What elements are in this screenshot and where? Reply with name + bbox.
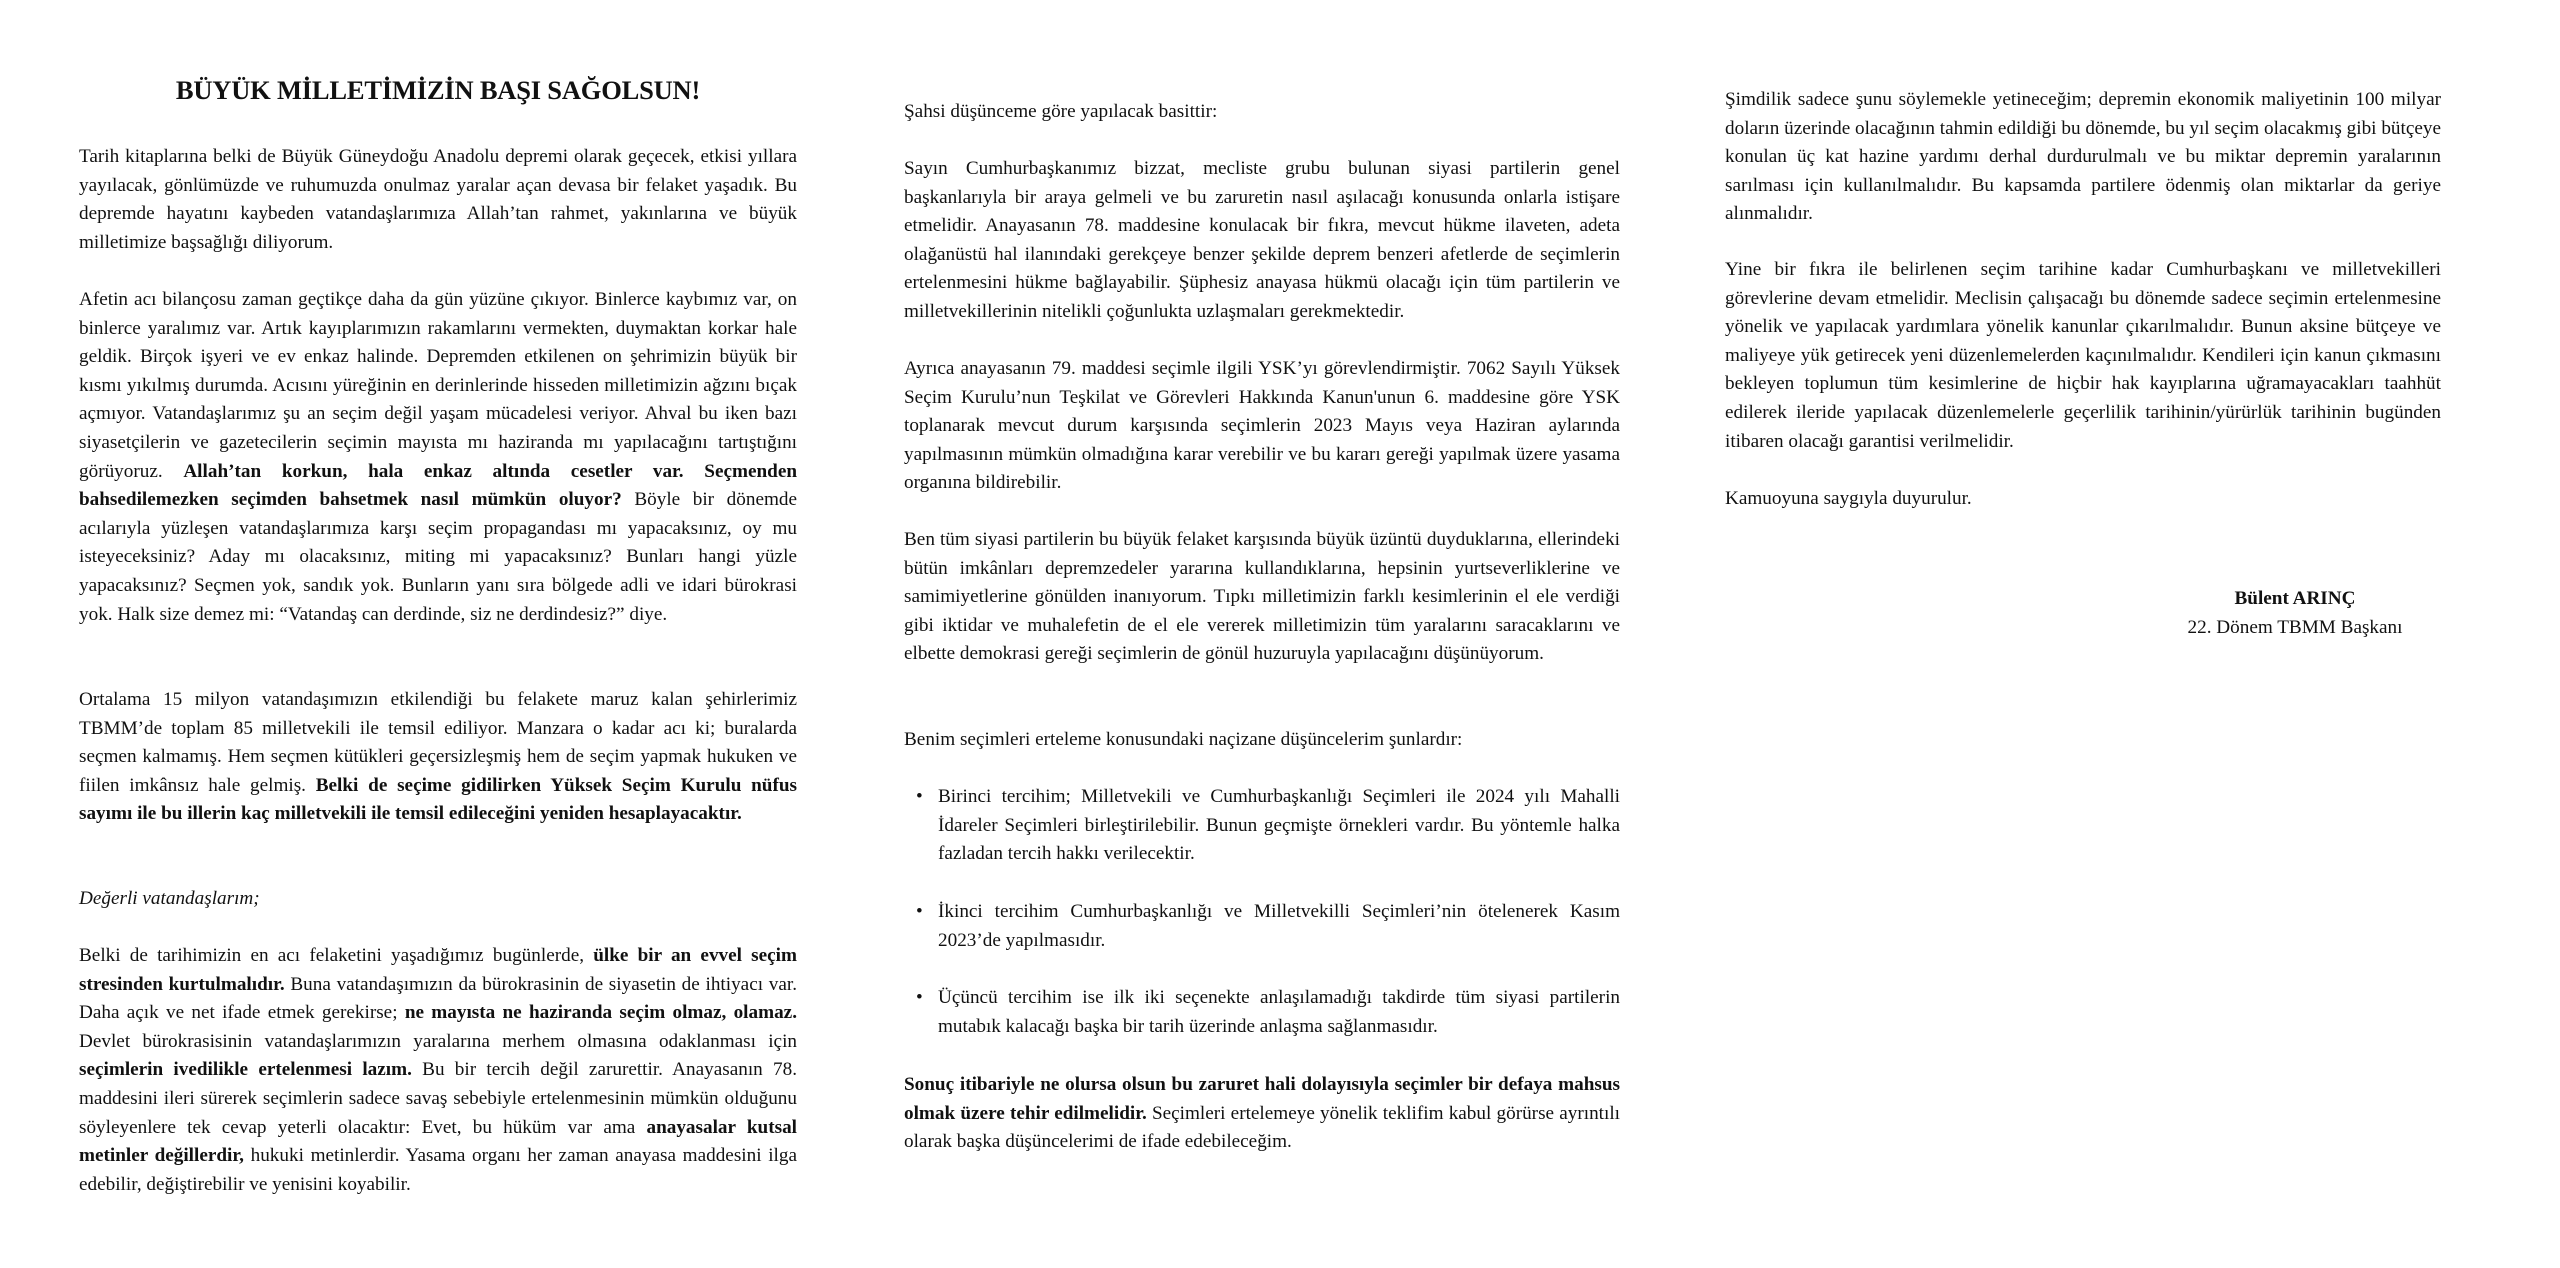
bold-text-run: seçimlerin ivedilikle ertelenmesi lazım.: [79, 1059, 412, 1081]
list-item: [904, 984, 1620, 1041]
text-run: Ortalama 15 milyon vatandaşımızın etkilendiği bu felakete maruz kalan şehirlerimiz TBMM’de toplam 85 milletvekili ile temsil ediliyor. Manzara o kadar acı ki; buralarda seçmen kalmamış. Hem seçmen kütükleri geçersizleşmiş hem de seçim yapmak hukuken ve fiilen imkânsız hale gelmiş.: [79, 689, 797, 796]
text-run: Bu bir tercih değil zarurettir. Anayasanın 78. maddesini ileri sürerek seçimlerin sadece savaş sebebiyle ertelenmesinin mümkün olduğunu söyleyenlere tek cevap yeterli olacaktır: Evet, bu hüküm var ama: [79, 1059, 797, 1138]
bold-text-run: anayasalar kutsal metinler değillerdir,: [79, 1116, 798, 1167]
bullet-icon: •: [916, 987, 923, 1008]
bold-text-run: Allah’tan korkun, hala enkaz altında cesetler var. Seçmenden bahsedilemezken seçimden bahsetmek nasıl mümkün oluyor?: [79, 460, 798, 511]
bold-text-run: Sonuç itibariyle ne olursa olsun bu zaruret hali dolayısıyla seçimler bir defaya mahsus olmak üzere tehir edilmelidir.: [904, 1074, 1620, 1124]
text-run: Buna vatandaşımızın da bürokrasinin de siyasetin de ihtiyacı var. Daha açık ve net ifade etmek gerekirse;: [79, 973, 797, 1024]
paragraph-preferences-intro: Benim seçimleri erteleme konusundaki naçizane düşüncelerim şunlardır:: [904, 729, 1463, 750]
text-run: hukuki metinlerdir. Yasama organı her zaman anayasa maddesini ilga edebilir, değiştirebilir ve yenisini koyabilir.: [79, 1145, 797, 1195]
paragraph-disaster-toll: [79, 286, 797, 629]
text-run: Devlet bürokrasisinin vatandaşlarımızın yaralarına merhem olmasına odaklanması için: [79, 1030, 797, 1052]
signature-name: Bülent ARINÇ: [2234, 588, 2356, 609]
document-title: BÜYÜK MİLLETİMİZİN BAŞI SAĞOLSUN!: [175, 74, 701, 105]
bold-text-run: ne mayısta ne haziranda seçim olmaz, olamaz.: [404, 1002, 797, 1024]
text-run: Belki de tarihimizin en acı felaketini yaşadığımız bugünlerde,: [79, 945, 594, 966]
paragraph-parties-unity: Ben tüm siyasi partilerin bu büyük felaket karşısında büyük üzüntü duyduklarına, ellerindeki bütün imkânları depremzedeler yararına kullandıklarına, hepsinin yurtseverliklerine ve samimiyetlerine gönülden inanıyorum. Tıpkı milletimizin farklı kesimlerinin el ele verdiği gibi iktidar ve muhalefetin de el ele vererek milletimizin tüm yaralarını saracaklarını ve elbette demokrasi gereği seçimlerin de gönül huzuruyla yapılacağını düşünüyorum.: [904, 529, 1620, 665]
paragraph-conclusion: [904, 1071, 1620, 1157]
salutation: Değerli vatandaşlarım;: [79, 888, 260, 909]
signature-role: 22. Dönem TBMM Başkanı: [2187, 616, 2403, 638]
paragraph-affected-cities: [79, 686, 797, 829]
list-item: [904, 783, 1620, 869]
bold-text-run: Belki de seçime gidilirken Yüksek Seçim Kurulu nüfus sayımı ile bu illerin kaç milletvekili ile temsil edileceğini yeniden hesaplayacaktır.: [79, 774, 797, 825]
paragraph-parliament-duties: Yine bir fıkra ile belirlenen seçim tarihine kadar Cumhurbaşkanı ve milletvekilleri görevlerine devam etmelidir. Meclisin çalışacağı bu dönemde sadece seçimin ertelenmesine yönelik ve yapılacak yardımlara yönelik kanunlar çıkarılmalıdır. Bunun aksine bütçeye ve maliyeye yük getirecek yeni düzenlemelerden kaçınılmalıdır. Kendileri için kanun çıkmasını bekleyen toplumun tüm kesimlerine de hiçbir hak kayıplarına uğramayacakları taahhüt edilerek ileride yapılacak düzenlemelerle geçerlilik tarihinin/yürürlük tarihinin bugünden itibaren olacağı garantisi verilmelidir.: [1725, 259, 2441, 452]
bullet-icon: •: [916, 901, 923, 922]
list-item-text: Birinci tercihim; Milletvekili ve Cumhurbaşkanlığı Seçimleri ile 2024 yılı Mahalli İdareler Seçimleri birleştirilebilir. Bunun geçmişte örnekleri vardır. Bu yöntemle halka fazladan tercih hakkı verilecektir.: [938, 786, 1620, 865]
paragraph-condolence: Tarih kitaplarına belki de Büyük Güneydoğu Anadolu depremi olarak geçecek, etkisi yıllara yayılacak, gönlümüzde ve ruhumuzda onulmaz yaralar açan devasa bir felaket yaşadık. Bu depremde hayatını kaybeden vatandaşlarımıza Allah’tan rahmet, yakınlarına ve büyük milletimize başsağlığı diliyorum.: [79, 146, 797, 253]
bullet-icon: •: [916, 786, 923, 807]
text-run: Böyle bir dönemde acılarıyla yüzleşen vatandaşlarımıza karşı seçim propagandası mı yapacaksınız, oy mu isteyeceksiniz? Aday mı olacaksınız, miting mi yapacaksınız? Bunları hangi yüzle yapacaksınız? Seçmen yok, sandık yok. Bunların yanı sıra bölgede adli ve idari bürokrasi yok. Halk size demez mi: “Vatandaş can derdinde, siz ne derdindesiz?” diye.: [79, 489, 798, 625]
signature-block: [2145, 585, 2445, 642]
list-item-text: Üçüncü tercihim ise ilk iki seçenekte anlaşılamadığı takdirde tüm siyasi partilerin mutabık kalacağı başka bir tarih üzerinde anlaşma sağlanmasıdır.: [938, 987, 1620, 1037]
list-item-text: İkinci tercihim Cumhurbaşkanlığı ve Milletvekilli Seçimleri’nin ötelenerek Kasım 2023’de yapılmasıdır.: [938, 901, 1620, 951]
paragraph-intro: Şahsi düşünceme göre yapılacak basittir:: [904, 101, 1218, 122]
list-item: [904, 898, 1620, 955]
paragraph-president-meeting: Sayın Cumhurbaşkanımız bizzat, mecliste grubu bulunan siyasi partilerin genel başkanlarıyla bir araya gelmeli ve bu zaruretin nasıl aşılacağı konusunda onlarla istişare etmelidir. Anayasanın 78. maddesine konulacak bir fıkra, mevcut hükme ilaveten, adeta olağanüstü hal ilanındaki gerekçeye benzer şekilde deprem benzeri afetlerde de seçimlerin ertelenmesini hükme bağlayabilir. Şüphesiz anayasa hükmü olacağı için tüm partilerin ve milletvekillerinin nitelikli çoğunlukta uzlaşmaları gerekmektedir.: [904, 158, 1620, 322]
bold-text-run: ülke bir an evvel seçim stresinden kurtulmalıdır.: [79, 945, 797, 995]
paragraph-ysk: Ayrıca anayasanın 79. maddesi seçimle ilgili YSK’yı görevlendirmiştir. 7062 Sayılı Yüksek Seçim Kurulu’nun Teşkilat ve Görevleri Hakkında Kanun'unun 6. maddesine göre YSK toplanarak mevcut durum karşısında seçimlerin 2023 Mayıs veya Haziran aylarında yapılmasının mümkün olmadığına karar verebilir ve bu kararı gereği yapılmak üzere yasama organına bildirebilir.: [904, 358, 1620, 494]
text-run: Seçimleri ertelemeye yönelik teklifim kabul görürse ayrıntılı olarak başka düşüncelerimi de ifade edebileceğim.: [904, 1102, 1620, 1153]
paragraph-economic-cost: Şimdilik sadece şunu söylemekle yetineceğim; depremin ekonomik maliyetinin 100 milyar doların üzerinde olacağının tahmin edildiği bu dönemde, bu yıl seçim olacakmış gibi bütçeye konulan üç kat hazine yardımı derhal durdurulmalı ve bu miktar depremin yaralarının sarılması için kullanılmalıdır. Bu kapsamda partilere ödenmiş olan miktarlar da geriye alınmalıdır.: [1725, 89, 2441, 225]
paragraph-postpone-election: [79, 942, 797, 1199]
paragraph-closing: Kamuoyuna saygıyla duyurulur.: [1725, 488, 1972, 509]
text-run: Afetin acı bilançosu zaman geçtikçe daha da gün yüzüne çıkıyor. Binlerce kaybımız var, on binlerce yaralımız var. Artık kayıplarımızın rakamlarını vermekten, duymaktan korkar hale geldik. Birçok işyeri ve ev enkaz halinde. Depremden etkilenen on şehrimizin büyük bir kısmı yıkılmış durumda. Acısını yüreğinin en derinlerinde hisseden milletimizin ağzını bıçak açmıyor. Vatandaşlarımız şu an seçim değil yaşam mücadelesi veriyor. Ahval bu iken bazı siyasetçilerin ve gazetecilerin seçimin mayısta mı haziranda mı yapılacağını tartıştığını görüyoruz.: [79, 289, 797, 482]
